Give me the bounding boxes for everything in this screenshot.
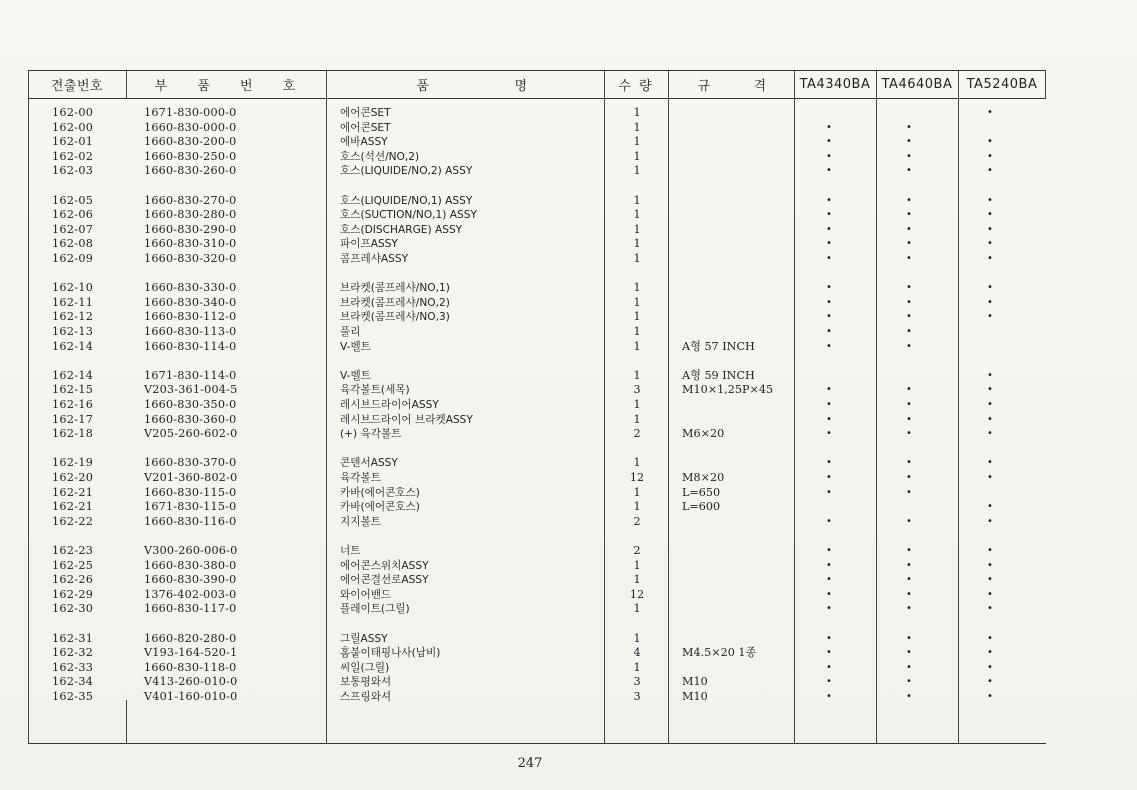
quantity: 1 — [633, 339, 641, 353]
part-name: 그릴ASSY — [340, 632, 388, 645]
part-name: 플레이트(그릴) — [340, 603, 410, 616]
item-number: 162-12 — [52, 310, 94, 324]
table-row — [28, 486, 1046, 501]
table-row — [28, 194, 1046, 209]
model-2-mark: • — [906, 194, 912, 206]
quantity: 1 — [633, 500, 641, 514]
part-number: 1660-830-330-0 — [144, 281, 237, 295]
model-2-mark: • — [906, 472, 912, 483]
model-1-mark: • — [826, 238, 832, 250]
model-2-mark: • — [906, 121, 912, 133]
table-row — [28, 690, 1046, 705]
item-number: 162-14 — [52, 339, 94, 353]
model-3-mark: • — [987, 399, 993, 410]
model-2-mark: • — [906, 282, 912, 294]
part-name: 풀리 — [340, 326, 361, 338]
model-2-mark: • — [906, 515, 912, 527]
part-number: V203-361-004-5 — [144, 383, 238, 397]
model-2-mark: • — [906, 413, 912, 425]
model-2-mark: • — [906, 165, 912, 177]
part-number: 1660-830-250-0 — [144, 149, 237, 163]
item-number: 162-05 — [52, 193, 94, 207]
table-row — [28, 281, 1046, 296]
part-name: 호스(LIQUIDE/NO,1) ASSY — [340, 194, 473, 207]
model-3-mark: • — [987, 545, 993, 556]
model-3-mark: • — [987, 282, 993, 294]
item-number: 162-17 — [52, 412, 94, 426]
part-name: V-벨트 — [340, 340, 371, 353]
specification: A형 57 INCH — [682, 339, 755, 353]
model-3-mark: • — [987, 661, 993, 673]
quantity: 1 — [633, 310, 641, 324]
quantity: 1 — [633, 208, 641, 222]
model-2-mark: • — [906, 238, 912, 250]
item-number: 162-13 — [52, 325, 94, 338]
specification: M4.5×20 1종 — [682, 646, 757, 660]
model-2-mark: • — [906, 340, 912, 352]
table-row — [28, 398, 1046, 413]
header-name-a: 품 — [416, 78, 430, 94]
item-number: 162-26 — [52, 573, 94, 587]
model-2-mark: • — [906, 457, 912, 469]
model-1-mark: • — [826, 632, 832, 644]
part-number: 1660-830-280-0 — [144, 208, 237, 222]
part-name: 호스(LIQUIDE/NO,2) ASSY — [340, 165, 473, 178]
part-number: 1660-830-116-0 — [144, 514, 237, 528]
item-number: 162-25 — [52, 558, 94, 572]
part-number: 1660-830-390-0 — [144, 573, 237, 587]
part-name: V-벨트 — [340, 369, 371, 382]
model-1-mark: • — [826, 282, 832, 294]
part-name: 에어콘SET — [340, 121, 391, 134]
page-number: 247 — [517, 756, 543, 771]
quantity: 1 — [633, 398, 641, 411]
quantity: 3 — [633, 675, 641, 689]
part-name: 카바(에어콘호스) — [340, 486, 420, 499]
model-1-mark: • — [826, 384, 832, 396]
table-row — [28, 325, 1046, 340]
model-1-mark: • — [826, 194, 832, 206]
item-number: 162-34 — [52, 675, 94, 689]
part-name: 육각볼트(세목) — [340, 384, 410, 397]
table-row — [28, 471, 1046, 486]
quantity: 1 — [633, 573, 641, 587]
part-name: 브라켓(콤프레샤/NO,1) — [340, 282, 450, 295]
model-3-mark: • — [987, 691, 993, 702]
header-name-b: 명 — [514, 78, 528, 94]
item-number: 162-02 — [52, 149, 94, 163]
item-number: 162-18 — [52, 427, 94, 441]
part-name: 호스(SUCTION/NO,1) ASSY — [340, 209, 477, 222]
specification: L=600 — [682, 500, 721, 514]
part-number: 1660-830-200-0 — [144, 135, 237, 149]
item-number: 162-15 — [52, 383, 94, 397]
model-3-mark: • — [987, 603, 993, 615]
item-number: 162-20 — [52, 471, 94, 484]
model-2-mark: • — [906, 296, 912, 308]
quantity: 1 — [633, 485, 641, 499]
model-3-mark: • — [987, 209, 993, 221]
model-3-mark: • — [987, 253, 993, 264]
model-1-mark: • — [826, 340, 832, 352]
model-1-mark: • — [826, 121, 832, 133]
part-name: 브라켓(콤프레샤/NO,3) — [340, 311, 450, 324]
part-number: 1660-830-260-0 — [144, 164, 237, 178]
quantity: 12 — [629, 471, 645, 484]
quantity: 1 — [633, 252, 641, 265]
item-number: 162-32 — [52, 646, 94, 660]
part-number: 1660-830-340-0 — [144, 295, 237, 309]
table-row — [28, 427, 1046, 442]
model-2-mark: • — [906, 691, 912, 702]
quantity: 1 — [633, 149, 641, 163]
part-name: 에어콘스위치ASSY — [340, 559, 429, 572]
model-1-mark: • — [826, 209, 832, 221]
model-1-mark: • — [826, 326, 832, 337]
model-3-mark: • — [987, 647, 993, 659]
header-qty: 수 량 — [618, 78, 654, 94]
quantity: 1 — [633, 237, 641, 251]
part-name: 레시브드라이어ASSY — [340, 399, 439, 411]
table-row — [28, 559, 1046, 574]
part-name: 콘덴서ASSY — [340, 457, 398, 470]
quantity: 2 — [633, 427, 641, 441]
table-bottom-rule — [28, 743, 1046, 744]
part-number: 1671-830-115-0 — [144, 500, 237, 514]
specification: M6×20 — [682, 427, 725, 441]
model-3-mark: • — [987, 384, 993, 396]
model-2-mark: • — [906, 384, 912, 396]
model-1-mark: • — [826, 136, 832, 148]
model-2-mark: • — [906, 647, 912, 659]
model-3-mark: • — [987, 632, 993, 644]
part-number: 1660-830-117-0 — [144, 602, 237, 616]
model-3-mark: • — [987, 413, 993, 425]
model-1-mark: • — [826, 311, 832, 323]
item-number: 162-07 — [52, 222, 94, 236]
header-bottom-rule — [28, 98, 1046, 99]
part-number: 1660-830-118-0 — [144, 660, 237, 674]
model-2-mark: • — [906, 253, 912, 264]
model-3-mark: • — [987, 501, 993, 513]
table-row — [28, 369, 1046, 384]
model-3-mark: • — [987, 588, 993, 600]
item-number: 162-31 — [52, 631, 94, 645]
model-2-mark: • — [906, 136, 912, 148]
table-row — [28, 500, 1046, 515]
header-no: 견출번호 — [50, 78, 104, 94]
part-name: 씨일(그릴) — [340, 661, 390, 674]
item-number: 162-00 — [52, 120, 94, 134]
model-2-mark: • — [906, 588, 912, 600]
model-1-mark: • — [826, 413, 832, 425]
item-number: 162-08 — [52, 237, 94, 251]
table-row — [28, 602, 1046, 617]
item-number: 162-35 — [52, 690, 94, 703]
model-1-mark: • — [826, 691, 832, 702]
model-3-mark: • — [987, 296, 993, 308]
model-1-mark: • — [826, 150, 832, 162]
model-1-mark: • — [826, 574, 832, 586]
header-spec-b: 격 — [753, 78, 767, 94]
quantity: 1 — [633, 135, 641, 149]
table-row — [28, 340, 1046, 355]
model-2-mark: • — [906, 661, 912, 673]
quantity: 1 — [633, 660, 641, 674]
table-row — [28, 632, 1046, 647]
item-number: 162-19 — [52, 456, 94, 470]
item-number: 162-06 — [52, 208, 94, 222]
quantity: 1 — [633, 631, 641, 645]
model-3-mark: • — [987, 559, 993, 571]
item-number: 162-14 — [52, 368, 94, 382]
model-1-mark: • — [826, 472, 832, 483]
table-row — [28, 150, 1046, 165]
part-name: 육각볼트 — [340, 472, 381, 484]
model-2-mark: • — [906, 545, 912, 556]
specification: A형 59 INCH — [682, 368, 755, 382]
model-2-mark: • — [906, 676, 912, 688]
part-number: V413-260-010-0 — [144, 675, 238, 689]
part-name: 콤프레샤ASSY — [340, 253, 409, 265]
model-1-mark: • — [826, 486, 832, 498]
model-3-mark: • — [987, 369, 993, 381]
item-number: 162-33 — [52, 660, 94, 674]
item-number: 162-00 — [52, 106, 94, 119]
part-name: 보통평와셔 — [340, 676, 392, 689]
model-3-mark: • — [987, 194, 993, 206]
specification: M10 — [682, 675, 708, 689]
header-model-3: TA5240BA — [966, 76, 1038, 92]
quantity: 1 — [633, 325, 641, 338]
part-number: 1660-830-320-0 — [144, 252, 237, 265]
specification: M10×1,25P×45 — [682, 383, 774, 397]
table-row — [28, 573, 1046, 588]
model-3-mark: • — [987, 165, 993, 177]
quantity: 1 — [633, 558, 641, 572]
quantity: 1 — [633, 193, 641, 207]
table-row — [28, 588, 1046, 603]
item-number: 162-11 — [52, 295, 94, 309]
table-row — [28, 252, 1046, 267]
quantity: 1 — [633, 281, 641, 295]
table-row — [28, 121, 1046, 136]
quantity: 4 — [633, 646, 641, 660]
part-number: V401-160-010-0 — [144, 690, 238, 703]
item-number: 162-09 — [52, 252, 94, 265]
part-name: (+) 육각볼트 — [340, 428, 402, 441]
part-name: 호스(석션/NO,2) — [340, 150, 420, 163]
model-1-mark: • — [826, 603, 832, 615]
part-number: 1660-830-380-0 — [144, 558, 237, 572]
part-number: V300-260-006-0 — [144, 544, 238, 557]
quantity: 1 — [633, 120, 641, 134]
part-number: V201-360-802-0 — [144, 471, 238, 484]
model-3-mark: • — [987, 238, 993, 250]
part-name: 홈붙이태핑나사(납비) — [340, 647, 441, 660]
model-3-mark: • — [987, 107, 993, 118]
part-name: 레시브드라이어 브라켓ASSY — [340, 413, 473, 426]
model-2-mark: • — [906, 486, 912, 498]
item-number: 162-10 — [52, 281, 94, 295]
item-number: 162-21 — [52, 500, 94, 514]
table-row — [28, 310, 1046, 325]
header-model-1: TA4340BA — [799, 76, 871, 92]
part-number: 1671-830-114-0 — [144, 368, 237, 382]
part-number: 1671-830-000-0 — [144, 106, 237, 119]
table-row — [28, 456, 1046, 471]
model-1-mark: • — [826, 253, 832, 264]
table-row — [28, 208, 1046, 223]
model-2-mark: • — [906, 603, 912, 615]
part-number: 1660-830-112-0 — [144, 310, 237, 324]
quantity: 12 — [629, 587, 645, 601]
parts-table — [28, 70, 1046, 744]
model-1-mark: • — [826, 559, 832, 571]
quantity: 1 — [633, 222, 641, 236]
model-1-mark: • — [826, 223, 832, 235]
quantity: 1 — [633, 295, 641, 309]
part-number: 1660-830-115-0 — [144, 485, 237, 499]
model-3-mark: • — [987, 311, 993, 323]
part-number: 1660-820-280-0 — [144, 631, 237, 645]
model-2-mark: • — [906, 399, 912, 410]
model-3-mark: • — [987, 574, 993, 586]
table-row — [28, 413, 1046, 428]
quantity: 1 — [633, 412, 641, 426]
item-number: 162-23 — [52, 544, 94, 557]
table-row — [28, 544, 1046, 559]
part-number: 1660-830-350-0 — [144, 398, 237, 411]
part-name: 에바ASSY — [340, 136, 388, 149]
part-number: 1376-402-003-0 — [144, 587, 237, 601]
model-2-mark: • — [906, 326, 912, 337]
part-number: 1660-830-114-0 — [144, 339, 237, 353]
model-3-mark: • — [987, 515, 993, 527]
model-1-mark: • — [826, 457, 832, 469]
model-2-mark: • — [906, 428, 912, 440]
model-1-mark: • — [826, 296, 832, 308]
model-1-mark: • — [826, 545, 832, 556]
table-row — [28, 223, 1046, 238]
quantity: 1 — [633, 368, 641, 382]
model-2-mark: • — [906, 559, 912, 571]
quantity: 3 — [633, 383, 641, 397]
model-3-mark: • — [987, 136, 993, 148]
model-2-mark: • — [906, 209, 912, 221]
header-part-number: 부 품 번 호 — [154, 78, 298, 94]
model-3-mark: • — [987, 472, 993, 483]
quantity: 1 — [633, 456, 641, 470]
table-row — [28, 515, 1046, 530]
model-2-mark: • — [906, 574, 912, 586]
model-3-mark: • — [987, 428, 993, 440]
table-row — [28, 661, 1046, 676]
part-name: 카바(에어콘호스) — [340, 501, 420, 514]
part-number: 1660-830-310-0 — [144, 237, 237, 251]
model-3-mark: • — [987, 457, 993, 469]
part-number: 1660-830-290-0 — [144, 222, 237, 236]
item-number: 162-03 — [52, 164, 94, 178]
part-name: 에어콘SET — [340, 107, 391, 119]
part-number: 1660-830-113-0 — [144, 325, 237, 338]
part-number: 1660-830-360-0 — [144, 412, 237, 426]
specification: M10 — [682, 690, 708, 703]
table-row — [28, 675, 1046, 690]
part-name: 와이어밴드 — [340, 588, 392, 601]
item-number: 162-21 — [52, 485, 94, 499]
model-1-mark: • — [826, 165, 832, 177]
quantity: 1 — [633, 602, 641, 616]
table-row — [28, 646, 1046, 661]
part-name: 스프링와셔 — [340, 691, 392, 703]
model-1-mark: • — [826, 647, 832, 659]
model-3-mark: • — [987, 150, 993, 162]
quantity: 1 — [633, 164, 641, 178]
model-1-mark: • — [826, 661, 832, 673]
table-row — [28, 164, 1046, 179]
header-model-2: TA4640BA — [881, 76, 953, 92]
item-number: 162-30 — [52, 602, 94, 616]
col-divider — [126, 700, 127, 744]
item-number: 162-29 — [52, 587, 94, 601]
part-name: 지지볼트 — [340, 515, 381, 528]
model-2-mark: • — [906, 632, 912, 644]
part-number: V205-260-602-0 — [144, 427, 238, 441]
part-name: 브라켓(콤프레샤/NO,2) — [340, 296, 450, 309]
table-row — [28, 237, 1046, 252]
model-2-mark: • — [906, 311, 912, 323]
model-1-mark: • — [826, 515, 832, 527]
part-number: 1660-830-370-0 — [144, 456, 237, 470]
part-number: 1660-830-000-0 — [144, 120, 237, 134]
quantity: 1 — [633, 106, 641, 119]
table-row — [28, 106, 1046, 121]
part-number: V193-164-520-1 — [144, 646, 238, 660]
part-name: 너트 — [340, 545, 361, 557]
part-name: 에어콘결선로ASSY — [340, 574, 429, 587]
model-1-mark: • — [826, 428, 832, 440]
header-spec-a: 규 — [697, 78, 711, 94]
specification: L=650 — [682, 485, 721, 499]
quantity: 2 — [633, 544, 641, 557]
table-row — [28, 296, 1046, 311]
item-number: 162-16 — [52, 398, 94, 411]
model-3-mark: • — [987, 223, 993, 235]
item-number: 162-22 — [52, 514, 94, 528]
model-3-mark: • — [987, 676, 993, 688]
item-number: 162-01 — [52, 135, 94, 149]
quantity: 2 — [633, 514, 641, 528]
table-row — [28, 135, 1046, 150]
part-number: 1660-830-270-0 — [144, 193, 237, 207]
specification: M8×20 — [682, 471, 725, 484]
model-2-mark: • — [906, 150, 912, 162]
part-name: 파이프ASSY — [340, 238, 398, 251]
model-1-mark: • — [826, 399, 832, 410]
part-name: 호스(DISCHARGE) ASSY — [340, 223, 463, 236]
model-1-mark: • — [826, 676, 832, 688]
model-1-mark: • — [826, 588, 832, 600]
quantity: 3 — [633, 690, 641, 703]
table-row — [28, 383, 1046, 398]
model-2-mark: • — [906, 223, 912, 235]
